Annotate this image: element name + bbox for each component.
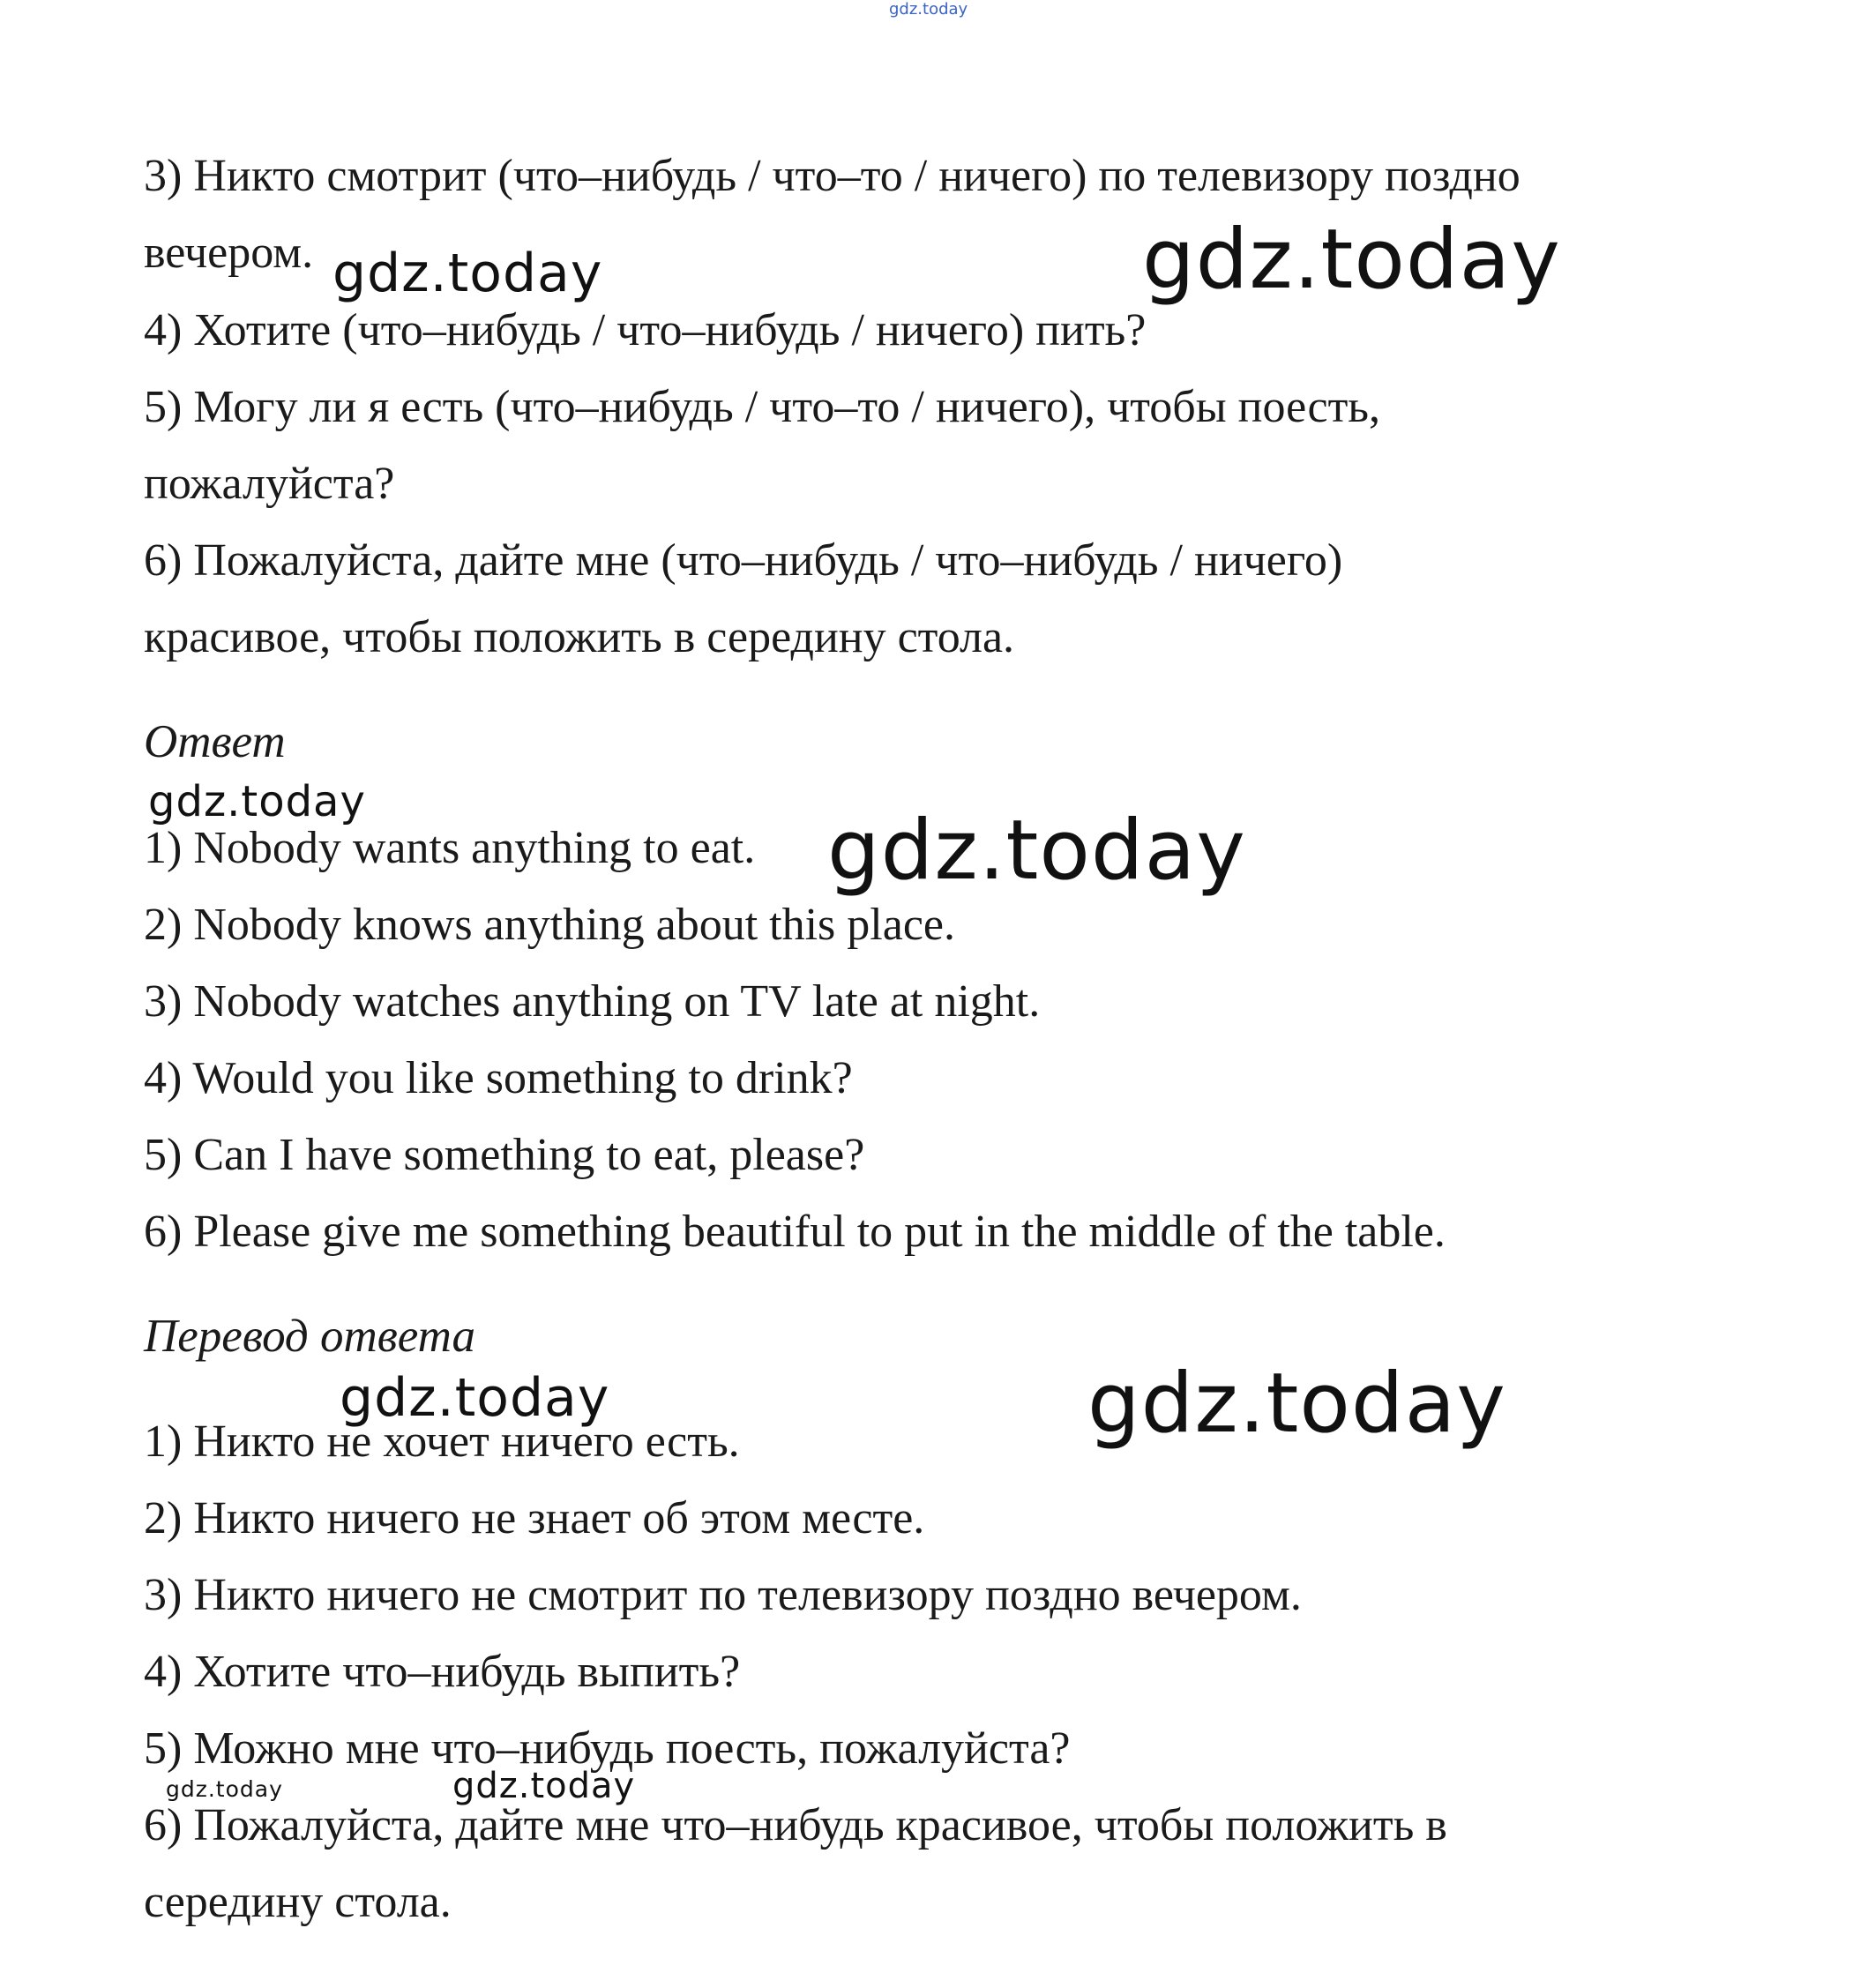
watermark: gdz.today <box>1142 212 1561 308</box>
translation-line: 1) Никто не хочет ничего есть. <box>144 1416 740 1467</box>
exercise-line: вечером. <box>144 228 314 278</box>
watermark: gdz.today <box>148 777 366 826</box>
answer-line: 6) Please give me something beautiful to put in the middle of the table. <box>144 1207 1446 1257</box>
translation-line: середину стола. <box>144 1877 452 1927</box>
watermark: gdz.today <box>332 243 603 304</box>
watermark: gdz.today <box>452 1766 636 1806</box>
watermark: gdz.today <box>1087 1356 1506 1452</box>
watermark: gdz.today <box>166 1776 283 1802</box>
watermark: gdz.today <box>889 0 968 19</box>
exercise-line: 3) Никто смотрит (что–нибудь / что–то / ничего) по телевизору поздно <box>144 151 1521 201</box>
translation-line: 6) Пожалуйста, дайте мне что–нибудь красивое, чтобы положить в <box>144 1800 1447 1850</box>
watermark: gdz.today <box>827 803 1246 899</box>
translation-heading: Перевод ответа <box>144 1311 476 1362</box>
answer-heading: Ответ <box>144 716 286 767</box>
translation-line: 3) Никто ничего не смотрит по телевизору поздно вечером. <box>144 1570 1302 1620</box>
answer-line: 2) Nobody knows anything about this place. <box>144 900 955 950</box>
answer-line: 1) Nobody wants anything to eat. <box>144 823 756 873</box>
answer-line: 3) Nobody watches anything on TV late at night. <box>144 976 1041 1027</box>
exercise-line: 6) Пожалуйста, дайте мне (что–нибудь / что–нибудь / ничего) <box>144 535 1343 586</box>
translation-line: 5) Можно мне что–нибудь поесть, пожалуйста? <box>144 1723 1071 1774</box>
watermark: gdz.today <box>340 1367 610 1429</box>
exercise-line: красивое, чтобы положить в середину стола. <box>144 612 1015 662</box>
exercise-line: пожалуйста? <box>144 459 395 509</box>
exercise-line: 4) Хотите (что–нибудь / что–нибудь / ничего) пить? <box>144 305 1147 355</box>
answer-line: 4) Would you like something to drink? <box>144 1053 853 1103</box>
answer-line: 5) Can I have something to eat, please? <box>144 1130 865 1180</box>
translation-line: 4) Хотите что–нибудь выпить? <box>144 1647 741 1697</box>
translation-line: 2) Никто ничего не знает об этом месте. <box>144 1493 925 1543</box>
exercise-line: 5) Могу ли я есть (что–нибудь / что–то / ничего), чтобы поесть, <box>144 382 1381 432</box>
